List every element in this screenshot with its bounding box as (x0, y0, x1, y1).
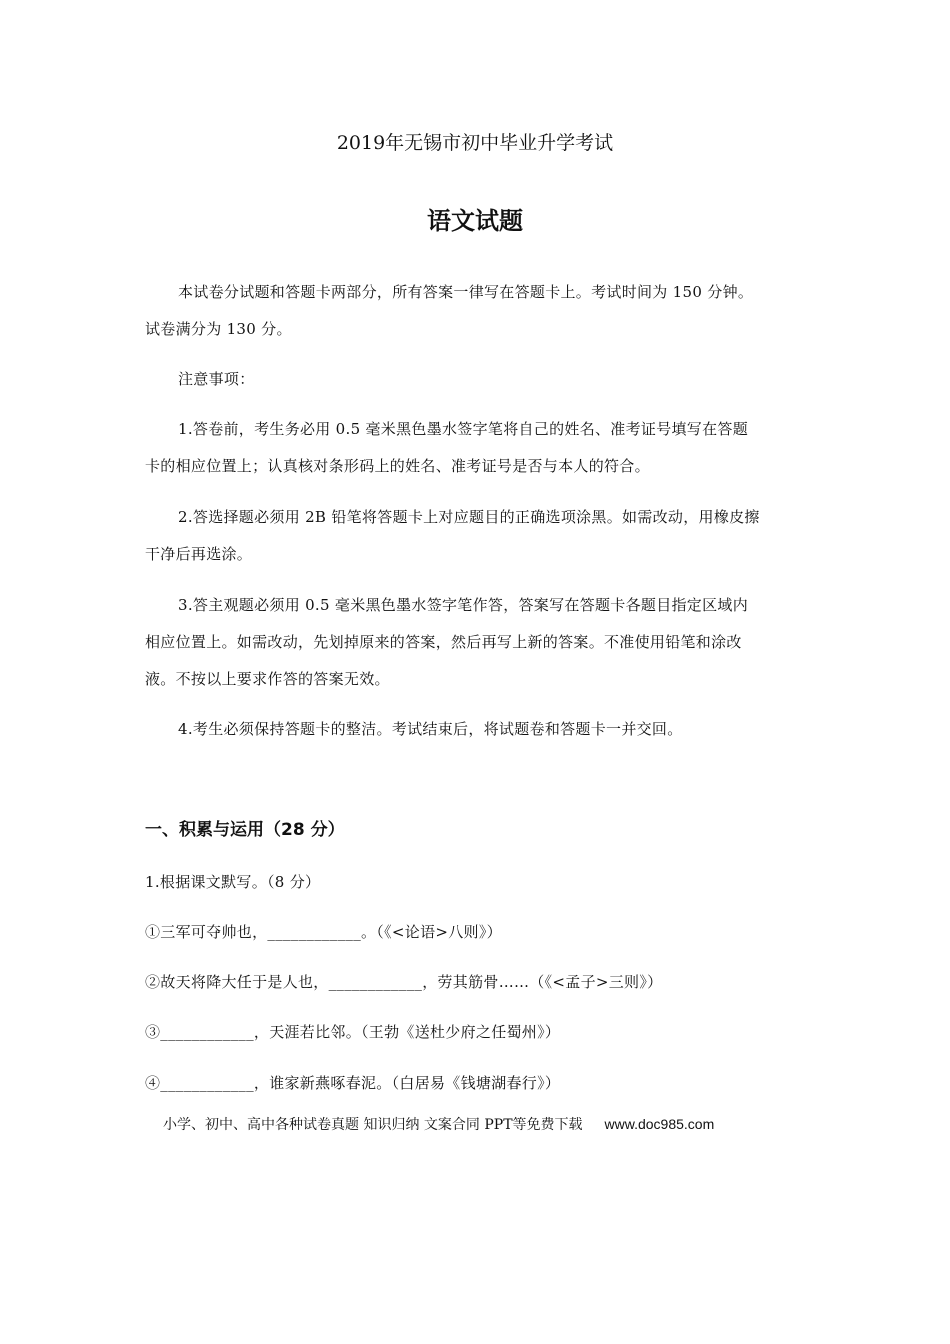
notice-heading: 注意事项： (178, 370, 255, 388)
question-1-item-3: ③____________，天涯若比邻。（王勃《送杜少府之任蜀州》） (145, 1023, 561, 1041)
exam-title: 2019年无锡市初中毕业升学考试 (336, 132, 614, 154)
footer (163, 1114, 714, 1135)
question-1-item-4: ④____________，谁家新燕啄春泥。（白居易《钱塘湖春行》） (145, 1074, 561, 1092)
notice-item-1-line-2: 卡的相应位置上；认真核对条形码上的姓名、准考证号是否与本人的符合。 (145, 457, 650, 475)
question-1-item-2: ②故天将降大任于是人也，____________，劳其筋骨……（《<孟子>三则》） (145, 973, 663, 991)
notice-item-2-line-2: 干净后再选涂。 (145, 545, 253, 563)
notice-item-4-line-1: 4.考生必须保持答题卡的整洁。考试结束后，将试题卷和答题卡一并交回。 (178, 720, 683, 738)
footer-url[interactable]: www.doc985.com (604, 1116, 715, 1132)
section-1-heading: 一、积累与运用（28 分） (145, 820, 345, 840)
notice-item-3-line-1: 3.答主观题必须用 0.5 毫米黑色墨水签字笔作答，答案写在答题卡各题目指定区域内 (178, 596, 749, 614)
subject-title: 语文试题 (427, 207, 523, 235)
intro-line-1: 本试卷分试题和答题卡两部分，所有答案一律写在答题卡上。考试时间为 150 分钟。 (178, 283, 754, 301)
question-1-stem: 1.根据课文默写。（8 分） (145, 873, 321, 891)
notice-item-3-line-2: 相应位置上。如需改动，先划掉原来的答案，然后再写上新的答案。不准使用铅笔和涂改 (145, 633, 742, 651)
notice-item-3-line-3: 液。不按以上要求作答的答案无效。 (145, 670, 390, 688)
footer-text: 小学、初中、高中各种试卷真题 知识归纳 文案合同 PPT等免费下载 (163, 1117, 583, 1133)
intro-line-2: 试卷满分为 130 分。 (145, 320, 292, 338)
question-1-item-1: ①三军可夺帅也，____________。（《<论语>八则》） (145, 923, 502, 941)
notice-item-1-line-1: 1.答卷前，考生务必用 0.5 毫米黑色墨水签字笔将自己的姓名、准考证号填写在答题 (178, 420, 749, 438)
notice-item-2-line-1: 2.答选择题必须用 2B 铅笔将答题卡上对应题目的正确选项涂黑。如需改动，用橡皮擦 (178, 508, 760, 526)
